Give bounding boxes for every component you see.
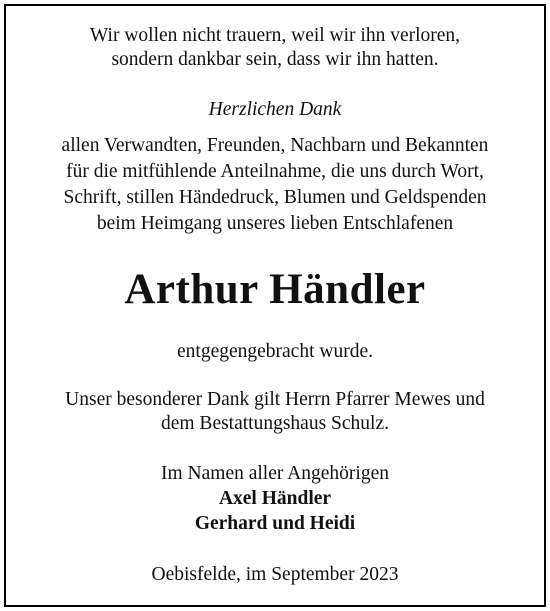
thanks-heading: Herzlichen Dank (208, 99, 342, 120)
thanks-text-line-4: beim Heimgang unseres lieben Entschlafenen (96, 213, 454, 234)
signature-name-1: Axel Händler (218, 488, 332, 509)
after-name-text: entgegengebracht wurde. (177, 341, 373, 362)
obituary-notice (4, 4, 546, 607)
deceased-name: Arthur Händler (124, 266, 426, 313)
signature-name-2: Gerhard und Heidi (194, 513, 356, 534)
signature-intro: Im Namen aller Angehörigen (161, 463, 389, 484)
verse-line-1: Wir wollen nicht trauern, weil wir ihn verloren, (89, 25, 461, 46)
place-date: Oebisfelde, im September 2023 (151, 564, 399, 585)
thanks-text-line-3: Schrift, stillen Händedruck, Blumen und Geldspenden (63, 187, 487, 208)
special-thanks-line-2: dem Bestattungshaus Schulz. (160, 413, 389, 434)
special-thanks-line-1: Unser besonderer Dank gilt Herrn Pfarrer Mewes und (65, 389, 485, 410)
thanks-text-line-2: für die mitfühlende Anteilnahme, die uns durch Wort, (66, 161, 484, 182)
thanks-text-line-1: allen Verwandten, Freunden, Nachbarn und Bekannten (61, 135, 489, 156)
verse-line-2: sondern dankbar sein, dass wir ihn hatten. (111, 49, 439, 70)
